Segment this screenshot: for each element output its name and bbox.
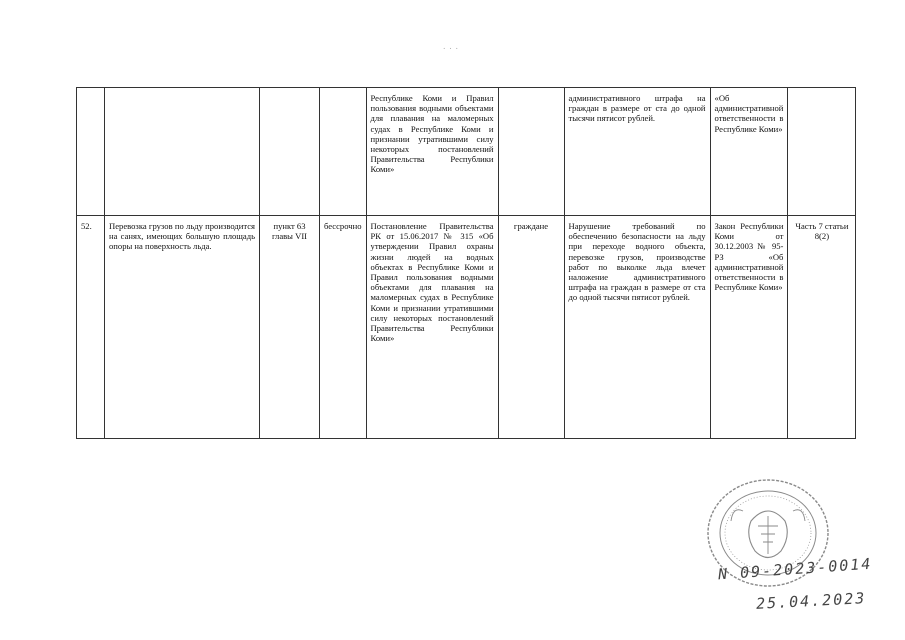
table-row — [77, 88, 856, 216]
cell-act: Постановление Правительства РК от 15.06.2017 № 315 «Об утверждении Правил охраны жизни людей на водных объектах в Республике Коми и Правил пользования водными объектами для плавания на маломерных судах в Республике Коми и признании утратившими силу некоторых постановлений Правительства Республики Коми» — [366, 216, 498, 439]
cell-article: Часть 7 статьи 8(2) — [788, 216, 856, 439]
page-mark: ... — [443, 41, 462, 51]
cell-subjects — [498, 88, 564, 216]
cell-law: Закон Республики Коми от 30.12.2003 № 95-РЗ «Об административной ответственности в Республике Коми» — [710, 216, 788, 439]
cell-law: «Об административной ответственности в Республике Коми» — [710, 88, 788, 216]
cell-point — [260, 88, 320, 216]
cell-number — [77, 88, 105, 216]
cell-act: Республике Коми и Правил пользования водными объектами для плавания на маломерных судах в Республике Коми и признании утратившими силу некоторых постановлений Правительства Республики Коми» — [366, 88, 498, 216]
cell-requirement — [105, 88, 260, 216]
cell-term — [320, 88, 367, 216]
cell-subjects: граждане — [498, 216, 564, 439]
cell-liability: Нарушение требований по обеспечению безопасности на льду при переходе водного объекта, перевозке грузов, производстве работ по выколке льда влечет наложение административного штрафа на граждан в размере от ста до одной тысячи пятисот рублей. — [564, 216, 710, 439]
registration-date-handwritten: 25.04.2023 — [755, 589, 867, 613]
cell-liability: административного штрафа на граждан в размере от ста до одной тысячи пятисот рублей. — [564, 88, 710, 216]
requirements-table — [76, 87, 856, 439]
cell-point: пункт 63 главы VII — [260, 216, 320, 439]
cell-article — [788, 88, 856, 216]
table-row — [77, 216, 856, 439]
cell-term: бессрочно — [320, 216, 367, 439]
registration-number-handwritten: N 09-2023-0014 — [717, 554, 873, 584]
cell-number: 52. — [77, 216, 105, 439]
cell-requirement: Перевозка грузов по льду производится на санях, имеющих большую площадь опоры на поверхность льда. — [105, 216, 260, 439]
